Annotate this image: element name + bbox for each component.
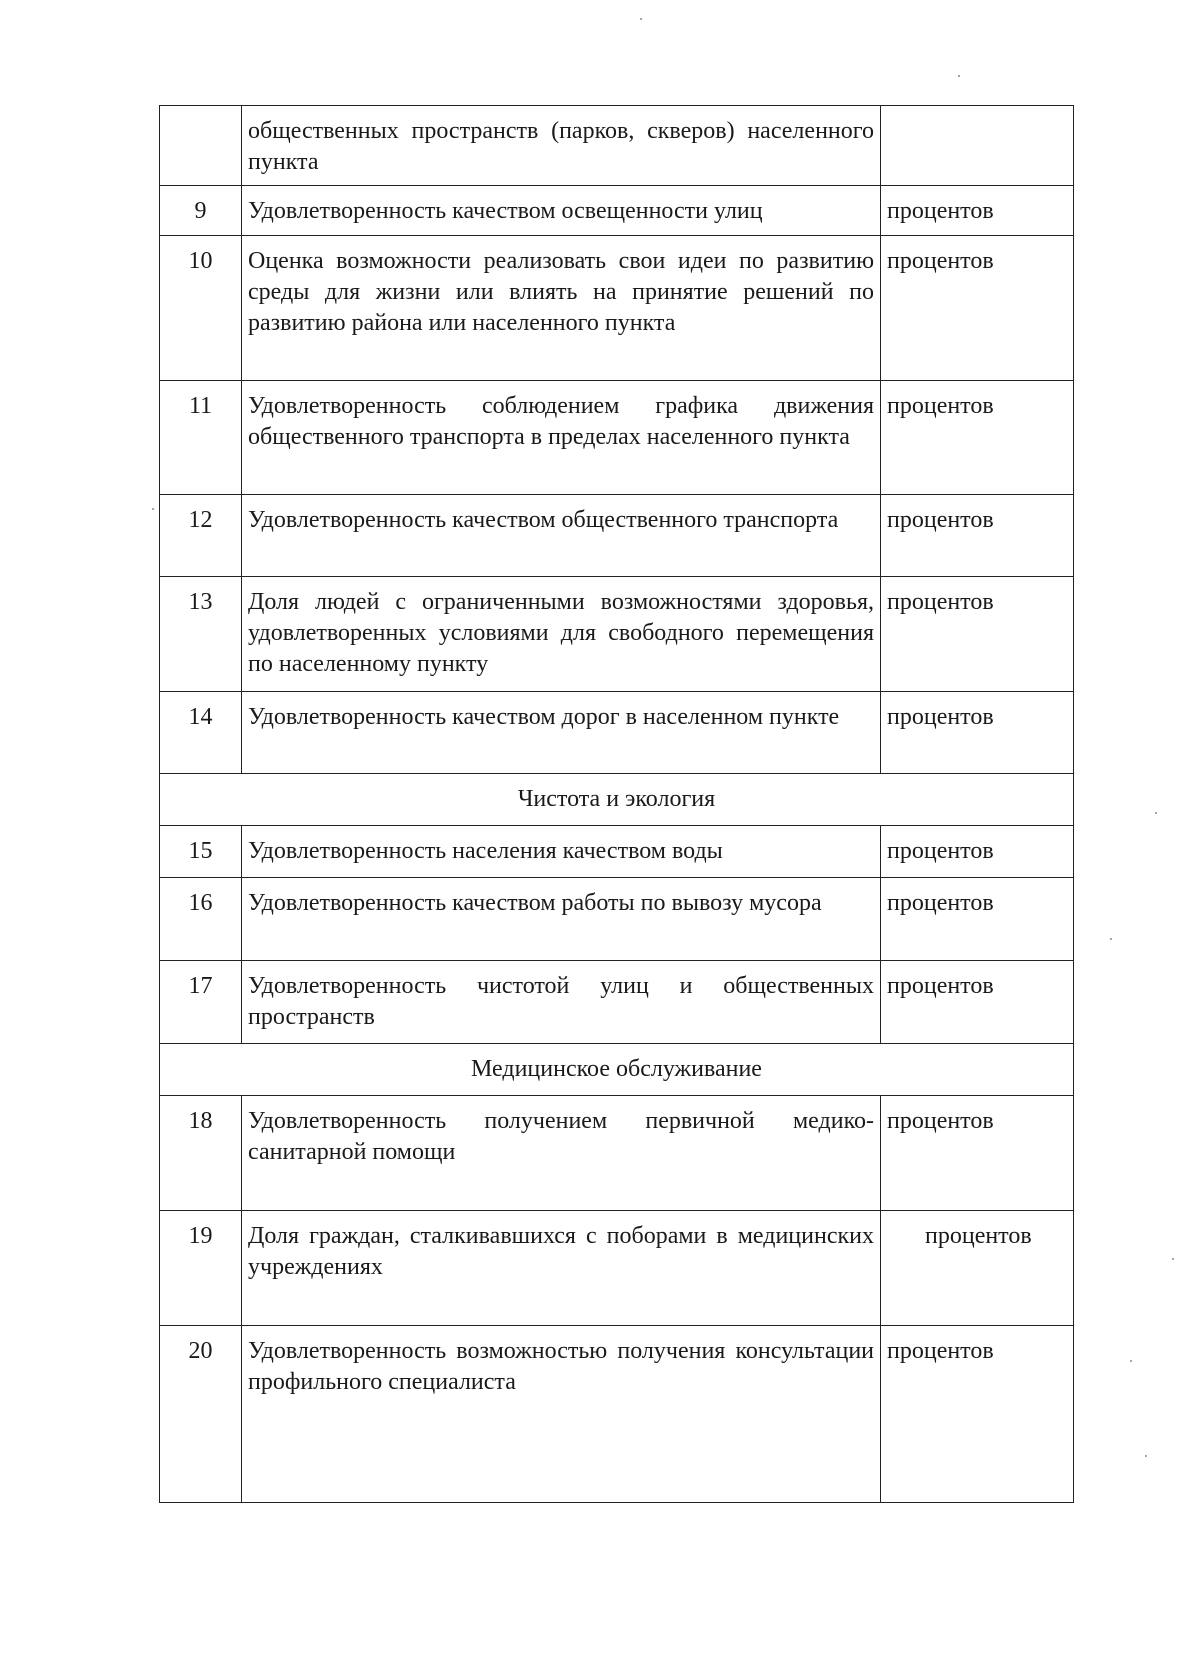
section-header-row [160, 1044, 1074, 1096]
table-row [160, 1096, 1074, 1211]
row-number: 16 [160, 878, 242, 961]
table-row [160, 186, 1074, 236]
table-row [160, 692, 1074, 774]
row-number: 20 [160, 1326, 242, 1503]
row-unit: процентов [881, 692, 1074, 774]
row-description: Доля людей с ограниченными возможностями здоровья, удовлетворенных условиями для свободного перемещения по населенному пункту [242, 577, 881, 692]
table-row [160, 1211, 1074, 1326]
row-description: Удовлетворенность качеством работы по вывозу мусора [242, 878, 881, 961]
section-title-medical: Медицинское обслуживание [160, 1044, 1074, 1096]
row-number: 11 [160, 381, 242, 495]
table-row [160, 1326, 1074, 1503]
row-number: 15 [160, 826, 242, 878]
row-number: 12 [160, 495, 242, 577]
scan-speck [1155, 812, 1157, 814]
row-unit: процентов [881, 577, 1074, 692]
row-number: 9 [160, 186, 242, 236]
row-unit: процентов [881, 826, 1074, 878]
row-number: 14 [160, 692, 242, 774]
table-row [160, 577, 1074, 692]
row-unit: процентов [881, 186, 1074, 236]
row-unit: процентов [881, 381, 1074, 495]
scan-speck [152, 508, 154, 510]
row-unit: процентов [881, 878, 1074, 961]
scan-speck [1172, 1258, 1174, 1260]
row-number: 17 [160, 961, 242, 1044]
row-description: общественных пространств (парков, скверов) населенного пункта [242, 106, 881, 186]
row-number [160, 106, 242, 186]
table-row [160, 826, 1074, 878]
row-number: 10 [160, 236, 242, 381]
table-row [160, 106, 1074, 186]
row-description: Удовлетворенность получением первичной медико-санитарной помощи [242, 1096, 881, 1211]
section-title-ecology: Чистота и экология [160, 774, 1074, 826]
row-unit: процентов [881, 1211, 1074, 1326]
row-description: Удовлетворенность качеством дорог в населенном пункте [242, 692, 881, 774]
table-row [160, 961, 1074, 1044]
row-description: Удовлетворенность возможностью получения консультации профильного специалиста [242, 1326, 881, 1503]
scan-speck [1130, 1360, 1132, 1362]
row-description: Оценка возможности реализовать свои идеи по развитию среды для жизни или влиять на принятие решений по развитию района или населенного пункта [242, 236, 881, 381]
table-row [160, 495, 1074, 577]
table-row [160, 236, 1074, 381]
row-unit: процентов [881, 495, 1074, 577]
row-unit: процентов [881, 1326, 1074, 1503]
row-number: 13 [160, 577, 242, 692]
row-description: Удовлетворенность качеством общественного транспорта [242, 495, 881, 577]
section-header-row [160, 774, 1074, 826]
row-description: Удовлетворенность качеством освещенности улиц [242, 186, 881, 236]
row-number: 19 [160, 1211, 242, 1326]
row-description: Удовлетворенность соблюдением графика движения общественного транспорта в пределах населенного пункта [242, 381, 881, 495]
row-unit: процентов [881, 236, 1074, 381]
row-unit: процентов [881, 1096, 1074, 1211]
table-row [160, 381, 1074, 495]
table-row [160, 878, 1074, 961]
row-unit: процентов [881, 961, 1074, 1044]
scan-speck [958, 75, 960, 77]
scan-speck [1110, 938, 1112, 940]
row-unit [881, 106, 1074, 186]
scan-speck [1145, 1455, 1147, 1457]
indicators-table [159, 105, 1074, 1503]
row-number: 18 [160, 1096, 242, 1211]
scan-speck [640, 18, 642, 20]
row-description: Удовлетворенность чистотой улиц и общественных пространств [242, 961, 881, 1044]
row-description: Удовлетворенность населения качеством воды [242, 826, 881, 878]
row-description: Доля граждан, сталкивавшихся с поборами в медицинских учреждениях [242, 1211, 881, 1326]
